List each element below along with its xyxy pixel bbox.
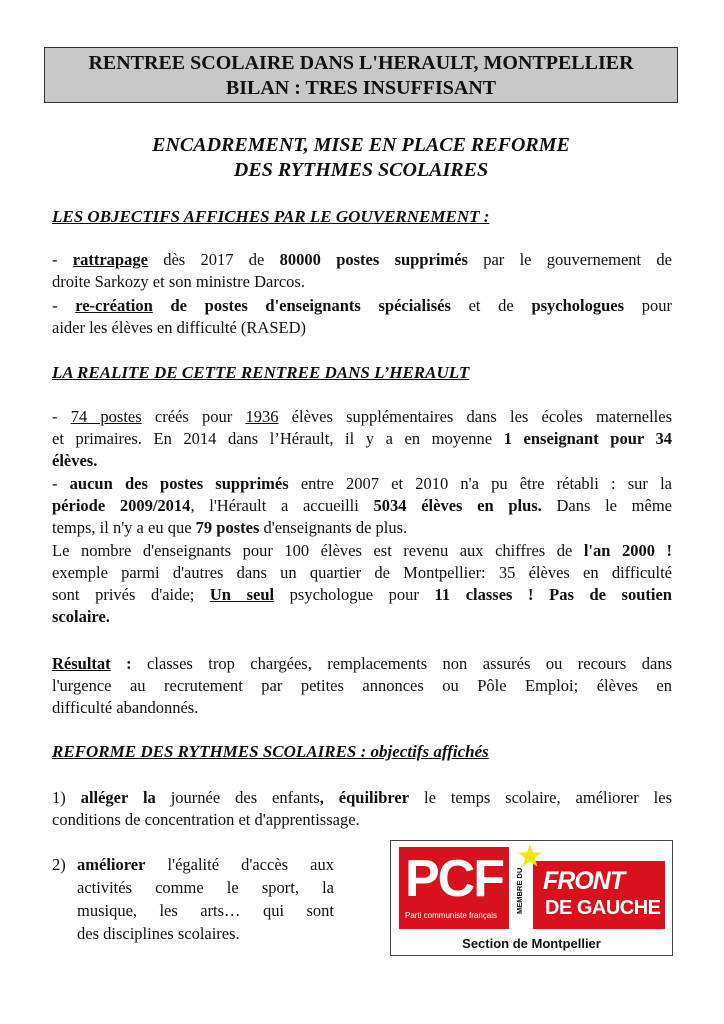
reforme-item-2: 2) améliorer l'égalité d'accès aux activités comme le sport, la musique, les arts… qui sont des disciplines scolaires. [52, 855, 334, 943]
front-de-gauche-logo [533, 861, 665, 929]
reforme-heading: REFORME DES RYTHMES SCOLAIRES : objectifs affichés [52, 742, 489, 761]
pcf-logo [399, 847, 509, 929]
item-2-number: 2) [52, 855, 66, 874]
header-line-2: BILAN : TRES INSUFFISANT [225, 77, 497, 99]
reforme-item-1: 1) alléger la journée des enfants, équilibrer le temps scolaire, améliorer les conditions de concentration et d'apprentissage. [52, 788, 673, 829]
section-label: Section de Montpellier [462, 936, 601, 951]
realite-postes-supprimes: - aucun des postes supprimés entre 2007 et 2010 n'a pu être rétabli : sur la période 2009/2014, l'Hérault a accueilli 5034 élèves en plus. Dans le même temps, il n'y a eu que 79 postes d'enseignants de plus. [52, 474, 672, 537]
objectif-rattrapage: - rattrapage dès 2017 de 80000 postes supprimés par le gouvernement de droite Sarkozy et son ministre Darcos. [52, 250, 673, 291]
header-line-1: RENTREE SCOLAIRE DANS L'HERAULT, MONTPELLIER [88, 52, 634, 74]
membre-du-label: MEMBRE DU [515, 867, 524, 915]
star-icon [517, 843, 543, 869]
objectif-recreation: - re-création de postes d'enseignants spécialisés et de psychologues pour aider les élèves en difficulté (RASED) [52, 296, 672, 337]
fdg-line-1: FRONT [543, 867, 625, 895]
realite-postes-crees: - 74 postes créés pour 1936 élèves supplémentaires dans les écoles maternelles et primaires. En 2014 dans l’Hérault, il y a en moyenne 1 enseignant pour 34 élèves. [52, 407, 673, 470]
subtitle [44, 133, 678, 183]
pcf-logo-text: PCF [405, 850, 503, 908]
resultat-paragraph: Résultat : classes trop chargées, remplacements non assurés ou recours dans l'urgence au recrutement par petites annonces ou Pôle Emploi; élèves en difficulté abandonnés. [52, 654, 672, 717]
header-box [44, 47, 678, 103]
logo-box [390, 840, 673, 956]
pcf-logo-subtext: Parti communiste français [405, 911, 498, 920]
realite-chiffres-2000: Le nombre d'enseignants pour 100 élèves est revenu aux chiffres de l'an 2000 ! exemple parmi d'autres dans un quartier de Montpellier: 35 élèves en difficulté sont privés d'aide; Un seul psychologue pour 11 classes ! Pas de soutien scolaire. [52, 541, 673, 626]
realite-heading: LA REALITE DE CETTE RENTREE DANS L’HERAULT [52, 363, 470, 382]
subtitle-line-1: ENCADREMENT, MISE EN PLACE REFORME [152, 134, 570, 156]
objectifs-heading: LES OBJECTIFS AFFICHES PAR LE GOUVERNEMENT : [52, 207, 490, 226]
fdg-line-2: DE GAUCHE [545, 897, 661, 919]
subtitle-line-2: DES RYTHMES SCOLAIRES [233, 159, 489, 181]
